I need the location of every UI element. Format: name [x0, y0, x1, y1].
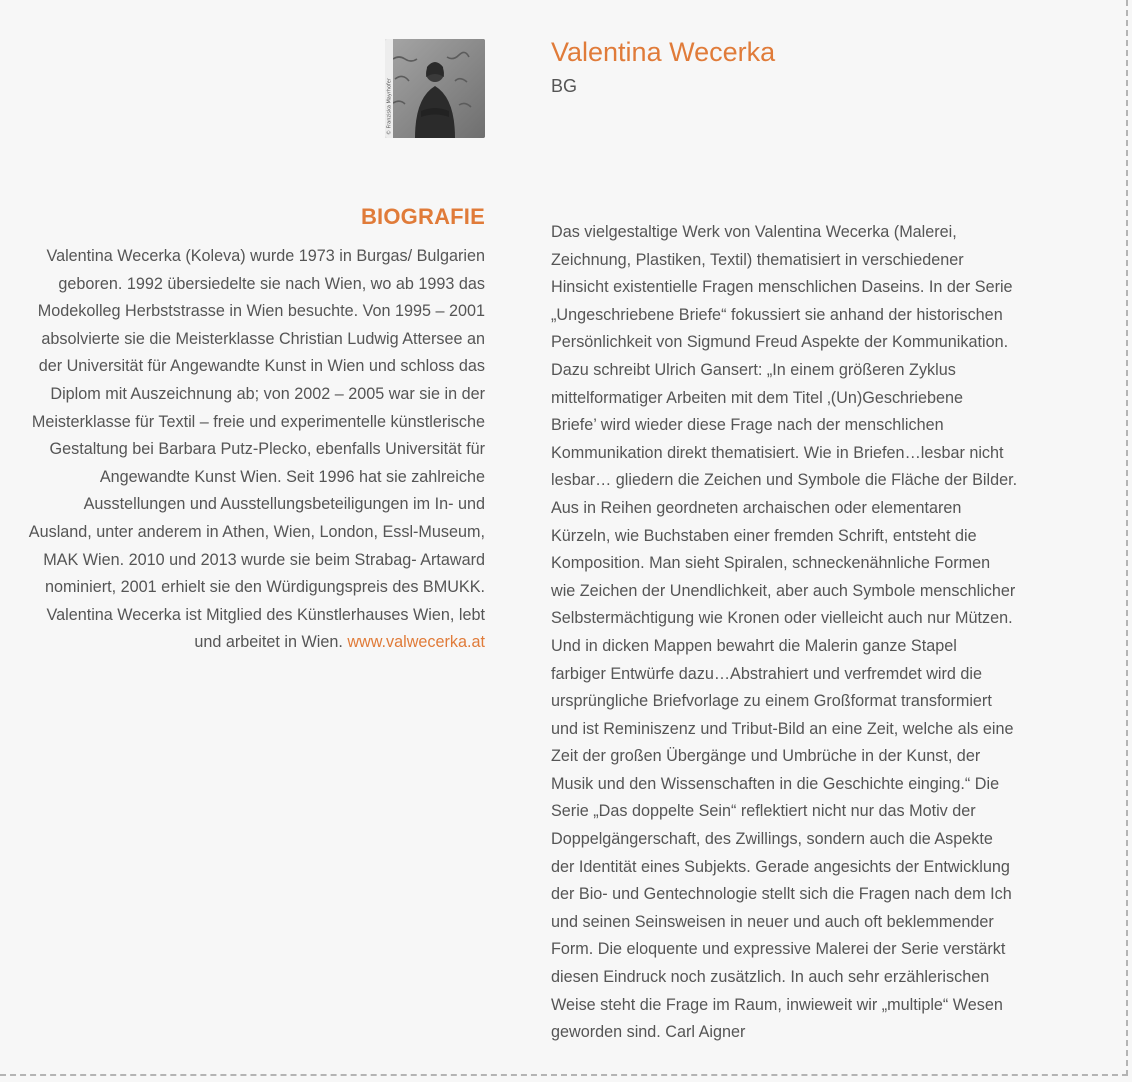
artist-portrait: [385, 39, 485, 138]
review-line: Zeit der großen Übergänge und Umbrüche in der Kunst, der: [551, 747, 981, 766]
review-line: Selbstermächtigung wie Kronen oder vielleicht auch nur Mützen.: [551, 609, 1013, 628]
artist-country: BG: [551, 76, 578, 96]
review-line: Form. Die eloquente und expressive Malerei der Serie verstärkt: [551, 940, 1006, 959]
review-line: der Identität eines Subjekts. Gerade angesichts der Entwicklung: [551, 857, 1010, 876]
bio-line: Gestaltung bei Barbara Putz-Plecko, ebenfalls Universität für: [49, 440, 485, 459]
review-line: lesbar… gliedern die Zeichen und Symbole die Fläche der Bilder.: [551, 471, 1018, 490]
bio-line: Ausland, unter anderem in Athen, Wien, London, Essl-Museum,: [28, 522, 485, 541]
bio-line: geboren. 1992 übersiedelte sie nach Wien, wo ab 1993 das: [58, 274, 485, 293]
review-text: [551, 219, 1091, 1047]
review-line: Und in dicken Mappen bewahrt die Malerin ganze Stapel: [551, 636, 957, 655]
review-line: und ist Reminiszenz und Tribut-Bild an eine Zeit, welche als eine: [551, 719, 1014, 738]
website-link[interactable]: www.valwecerka.at: [347, 633, 485, 652]
review-line: diesen Eindruck noch zusätzlich. In auch sehr erzählerischen: [551, 968, 990, 987]
bio-line: Ausstellungen und Ausstellungsbeteiligungen im In- und: [83, 495, 485, 514]
artist-name: Valentina Wecerka: [551, 37, 776, 67]
portrait-image: [385, 39, 485, 138]
review-line: Aus in Reihen geordneten archaischen oder elementaren: [551, 498, 962, 517]
bio-line: der Universität für Angewandte Kunst in Wien und schloss das: [38, 357, 485, 376]
review-line: wie Zeichen der Unendlichkeit, aber auch Symbole menschlicher: [551, 581, 1016, 600]
bio-line: Angewandte Kunst Wien. Seit 1996 hat sie zahlreiche: [99, 467, 485, 486]
review-line: mittelformatiger Arbeiten mit dem Titel ‚(Un)Geschriebene: [551, 388, 964, 407]
review-line: Das vielgestaltige Werk von Valentina Wecerka (Malerei,: [551, 223, 957, 241]
review-line: Doppelgängerschaft, des Zwillings, sondern auch die Aspekte: [551, 830, 993, 849]
review-line: „Ungeschriebene Briefe“ fokussiert sie anhand der historischen: [551, 305, 1003, 324]
review-line: Briefe’ wird wieder diese Frage nach der menschlichen: [551, 416, 944, 435]
bio-line: Meisterklasse für Textil – freie und experimentelle künstlerische: [31, 412, 485, 431]
review-line: farbiger Entwürfe dazu…Abstrahiert und verfremdet wird die: [551, 664, 982, 683]
review-line: Dazu schreibt Ulrich Gansert: „In einem größeren Zyklus: [551, 360, 956, 379]
review-line: Hinsicht existentielle Fragen menschlichen Daseins. In der Serie: [551, 278, 1013, 297]
review-line: Serie „Das doppelte Sein“ reflektiert nicht nur das Motiv der: [551, 802, 976, 821]
review-line: Komposition. Man sieht Spiralen, schneckenähnliche Formen: [551, 554, 991, 573]
bio-line: nominiert, 2001 erhielt sie den Würdigungspreis des BMUKK.: [45, 578, 485, 597]
review-line: der Bio- und Gentechnologie stellt sich die Fragen nach dem Ich: [551, 885, 1012, 904]
bio-last-line: [0, 629, 485, 657]
review-line: Persönlichkeit von Sigmund Freud Aspekte der Kommunikation.: [551, 333, 1009, 352]
page-border-right: [1126, 0, 1128, 1076]
bio-line: Valentina Wecerka (Koleva) wurde 1973 in Burgas/ Bulgarien: [46, 247, 485, 265]
biography-text: [0, 243, 485, 657]
biography-heading: BIOGRAFIE: [360, 204, 485, 229]
review-line: Kürzeln, wie Buchstaben einer fremden Schrift, entsteht die: [551, 526, 977, 545]
bio-line: Modekolleg Herbststrasse in Wien besuchte. Von 1995 – 2001: [37, 302, 485, 321]
bio-last-line-text: und arbeitet in Wien.: [194, 633, 348, 652]
bio-line: Valentina Wecerka ist Mitglied des Künstlerhauses Wien, lebt: [46, 605, 485, 624]
page-border-bottom: [0, 1074, 1128, 1076]
review-line: Weise steht die Frage im Raum, inwieweit wir „multiple“ Wesen: [551, 995, 1003, 1014]
review-line: Zeichnung, Plastiken, Textil) thematisiert in verschiedener: [551, 250, 964, 269]
review-line: geworden sind. Carl Aigner: [551, 1023, 746, 1042]
bio-line: Diplom mit Auszeichnung ab; von 2002 – 2005 war sie in der: [50, 384, 485, 403]
bio-line: absolvierte sie die Meisterklasse Christian Ludwig Attersee an: [41, 329, 485, 348]
bio-line: MAK Wien. 2010 und 2013 wurde sie beim Strabag- Artaward: [43, 550, 485, 569]
review-line: Kommunikation direkt thematisiert. Wie in Briefen…lesbar nicht: [551, 443, 1004, 462]
photo-credit: © Franziska Mayrhofer: [386, 78, 393, 135]
review-line: und seinen Seinsweisen in neuer und auch oft beklemmender: [551, 912, 994, 931]
review-line: ursprüngliche Briefvorlage zu einem Großformat transformiert: [551, 692, 992, 711]
review-line: Musik und den Wissenschaften in die Geschichte einging.“ Die: [551, 774, 1000, 793]
